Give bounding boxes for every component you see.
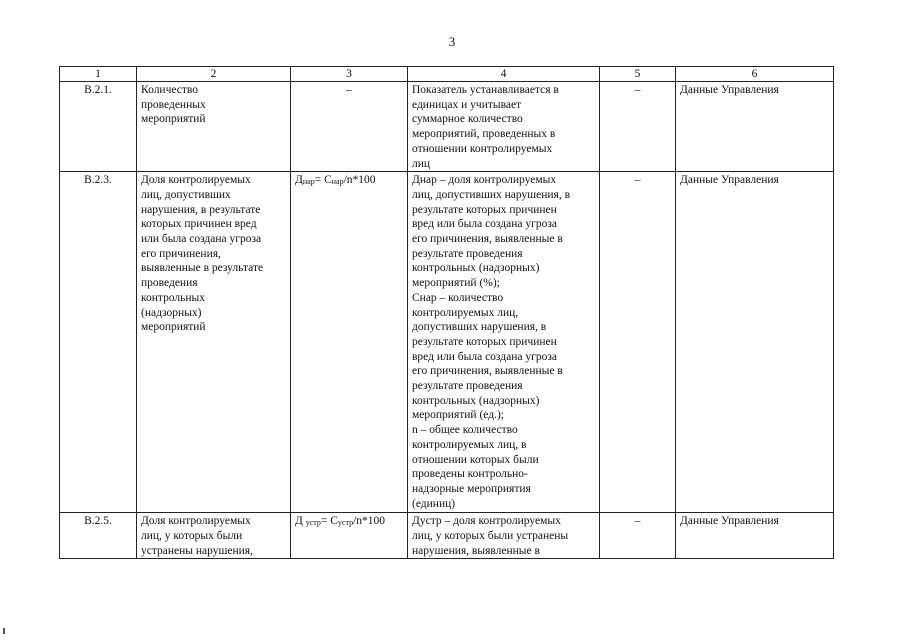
- indicator-col5: –: [600, 513, 676, 559]
- column-header: 3: [291, 67, 408, 82]
- indicator-source: Данные Управления: [676, 513, 834, 559]
- indicator-col5: –: [600, 82, 676, 172]
- table-row: [60, 172, 834, 513]
- indicator-code: В.2.5.: [60, 513, 137, 559]
- column-header: 5: [600, 67, 676, 82]
- indicator-source: Данные Управления: [676, 82, 834, 172]
- indicator-description: Дустр – доля контролируемых лиц, у которых были устранены нарушения, выявленные в: [408, 513, 600, 559]
- column-header: 2: [137, 67, 291, 82]
- indicator-formula: –: [291, 82, 408, 172]
- indicator-code: В.2.1.: [60, 82, 137, 172]
- indicator-name: Количество проведенных мероприятий: [137, 82, 291, 172]
- table-header-row: [60, 67, 834, 82]
- indicator-formula: Д $_{устр}= С_{устр}/n*100$: [291, 513, 408, 559]
- indicators-table: [59, 66, 834, 559]
- table-row: [60, 513, 834, 559]
- page-number: 3: [448, 34, 456, 49]
- table-row: [60, 82, 834, 172]
- column-header: 1: [60, 67, 137, 82]
- indicator-col5: –: [600, 172, 676, 513]
- indicator-formula: $Д_{нар}= С_{нар}/n*100$: [291, 172, 408, 513]
- indicator-description: Показатель устанавливается в единицах и учитывает суммарное количество мероприятий, проведенных в отношении контролируемых лиц: [408, 82, 600, 172]
- scan-mark: [3, 628, 5, 634]
- indicator-source: Данные Управления: [676, 172, 834, 513]
- column-header: 4: [408, 67, 600, 82]
- indicator-name: Доля контролируемых лиц, у которых были устранены нарушения,: [137, 513, 291, 559]
- indicator-description: Днар – доля контролируемых лиц, допустивших нарушения, в результате которых причинен вред или была создана угроза его причинения, выявленные в результате проведения контрольных (надзорных) мероприятий (%); Снар – количество контролируемых лиц, допустивших нарушения, в результате которых причинен вред или была создана угроза его причинения, выявленные в результате проведения контрольных (надзорных) мероприятий (ед.); n – общее количество контролируемых лиц, в отношении которых были проведены контрольно- надзорные мероприятия (единиц): [408, 172, 600, 513]
- column-header: 6: [676, 67, 834, 82]
- indicator-name: Доля контролируемых лиц, допустивших нарушения, в результате которых причинен вред или была создана угроза его причинения, выявленные в результате проведения контрольных (надзорных) мероприятий: [137, 172, 291, 513]
- indicator-code: В.2.3.: [60, 172, 137, 513]
